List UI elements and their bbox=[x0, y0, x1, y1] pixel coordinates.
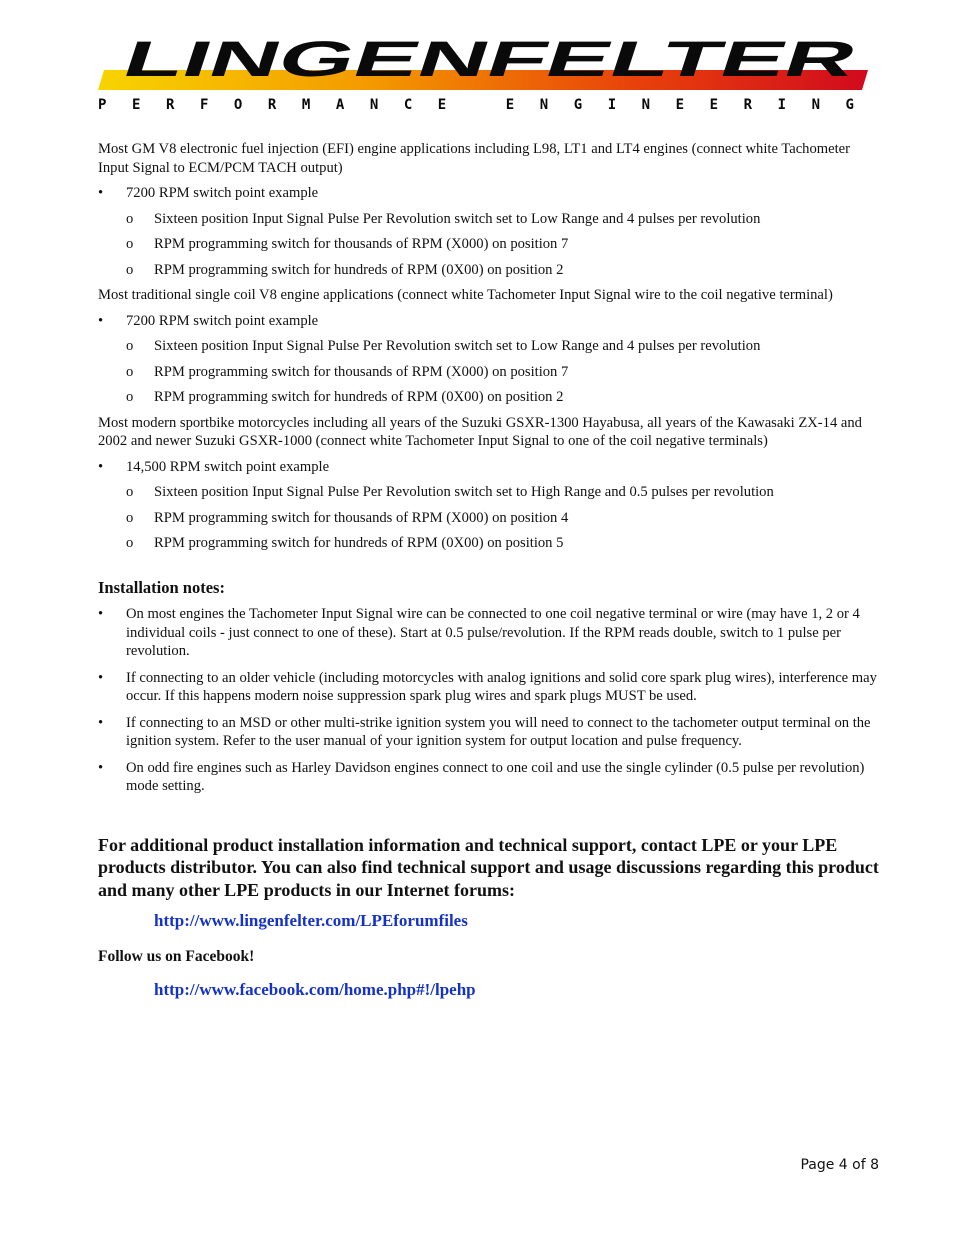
section-intro: Most traditional single coil V8 engine applications (connect white Tachometer Input Signal wire to the coil negative terminal) bbox=[98, 287, 833, 303]
sub-item bbox=[98, 483, 882, 502]
sub-mark: o bbox=[126, 484, 134, 500]
note-item bbox=[98, 669, 882, 706]
sub-text: Sixteen position Input Signal Pulse Per Revolution switch set to Low Range and 4 pulses per revolution bbox=[154, 338, 761, 354]
note-text: If connecting to an older vehicle (including motorcycles with analog ignitions and solid core spark plug wires), interference may occur. If this happens modern noise suppression spark plug wires and spark plugs MUST be used. bbox=[126, 669, 877, 704]
note-text: If connecting to an MSD or other multi-strike ignition system you will need to connect to the tachometer output terminal on the ignition system. Refer to the user manual of your ignition system for output location and pulse frequency. bbox=[126, 714, 871, 749]
sub-text: RPM programming switch for hundreds of RPM (0X00) on position 2 bbox=[154, 389, 564, 405]
facebook-link[interactable]: http://www.facebook.com/home.php#!/lpehp bbox=[154, 980, 476, 999]
bullet-mark: • bbox=[98, 185, 104, 201]
sub-item bbox=[98, 534, 882, 553]
bullet-mark: • bbox=[98, 458, 104, 475]
application-section bbox=[98, 414, 882, 553]
sub-text: RPM programming switch for hundreds of RPM (0X00) on position 2 bbox=[154, 261, 564, 278]
bullet-text: 14,500 RPM switch point example bbox=[126, 458, 330, 475]
note-item bbox=[98, 714, 882, 751]
installation-notes-heading: Installation notes: bbox=[98, 577, 225, 597]
support-contact-text: For additional product installation information and technical support, contact LPE or your LPE products distributor. You can also find technical support and usage discussions regarding this product and many other LPE products in our Internet forums: bbox=[98, 834, 879, 900]
sub-text: RPM programming switch for thousands of RPM (X000) on position 7 bbox=[154, 363, 569, 380]
facebook-follow-label: Follow us on Facebook! bbox=[98, 947, 255, 965]
sub-mark: o bbox=[126, 210, 134, 227]
sub-text: Sixteen position Input Signal Pulse Per Revolution switch set to High Range and 0.5 pulses per revolution bbox=[154, 484, 774, 500]
section-intro: Most modern sportbike motorcycles including all years of the Suzuki GSXR-1300 Hayabusa, all years of the Kawasaki ZX-14 and 2002 and newer Suzuki GSXR-1000 (connect white Tachometer Input Signal to one of the coil negative terminals) bbox=[98, 414, 862, 449]
sub-mark: o bbox=[126, 509, 134, 526]
bullet-item bbox=[98, 184, 882, 203]
sub-item bbox=[98, 210, 882, 229]
sub-text: RPM programming switch for thousands of RPM (X000) on position 7 bbox=[154, 236, 569, 252]
application-section bbox=[98, 286, 882, 407]
page-number: Page 4 of 8 bbox=[800, 1157, 879, 1173]
note-item bbox=[98, 605, 882, 661]
sub-mark: o bbox=[126, 338, 134, 354]
sub-mark: o bbox=[126, 389, 134, 405]
bullet-text: 7200 RPM switch point example bbox=[126, 185, 319, 201]
bullet-item bbox=[98, 312, 882, 331]
sub-item bbox=[98, 261, 882, 280]
application-section bbox=[98, 140, 882, 279]
note-item bbox=[98, 759, 882, 796]
sub-mark: o bbox=[126, 363, 134, 380]
installation-notes-list bbox=[98, 605, 882, 796]
sub-item bbox=[98, 337, 882, 356]
logo-wordmark bbox=[116, 31, 864, 87]
sub-item bbox=[98, 388, 882, 407]
bullet-mark: • bbox=[98, 714, 104, 731]
sub-text: Sixteen position Input Signal Pulse Per Revolution switch set to Low Range and 4 pulses per revolution bbox=[154, 210, 761, 227]
sub-mark: o bbox=[126, 236, 134, 252]
sub-mark: o bbox=[126, 261, 134, 278]
forum-link[interactable]: http://www.lingenfelter.com/LPEforumfiles bbox=[154, 911, 468, 930]
sub-text: RPM programming switch for thousands of RPM (X000) on position 4 bbox=[154, 509, 569, 526]
bullet-mark: • bbox=[98, 759, 104, 776]
logo-tagline: PERFORMANCE ENGINEERING bbox=[98, 97, 854, 112]
page-content bbox=[98, 140, 882, 1000]
section-intro: Most GM V8 electronic fuel injection (EFI) engine applications including L98, LT1 and LT4 engines (connect white Tachometer Input Signal to ECM/PCM TACH output) bbox=[98, 141, 850, 176]
bullet-text: 7200 RPM switch point example bbox=[126, 312, 319, 329]
sub-item bbox=[98, 363, 882, 382]
sub-mark: o bbox=[126, 535, 134, 551]
bullet-mark: • bbox=[98, 606, 104, 622]
sub-item bbox=[98, 235, 882, 254]
bullet-item bbox=[98, 458, 882, 477]
bullet-mark: • bbox=[98, 669, 104, 686]
note-text: On most engines the Tachometer Input Signal wire can be connected to one coil negative terminal or wire (may have 1, 2 or 4 individual coils - just connect to one of these). Start at 0.5 pulse/revolution. If the RPM reads double, switch to 1 pulse per revolution. bbox=[126, 606, 860, 659]
bullet-mark: • bbox=[98, 312, 104, 329]
lingenfelter-logo bbox=[96, 26, 880, 112]
svg-text:LINGENFELTER: LINGENFELTER bbox=[116, 31, 514, 87]
sub-item bbox=[98, 509, 882, 528]
note-text: On odd fire engines such as Harley Davidson engines connect to one coil and use the single cylinder (0.5 pulse per revolution) mode setting. bbox=[126, 759, 865, 794]
sub-text: RPM programming switch for hundreds of RPM (0X00) on position 5 bbox=[154, 535, 564, 551]
